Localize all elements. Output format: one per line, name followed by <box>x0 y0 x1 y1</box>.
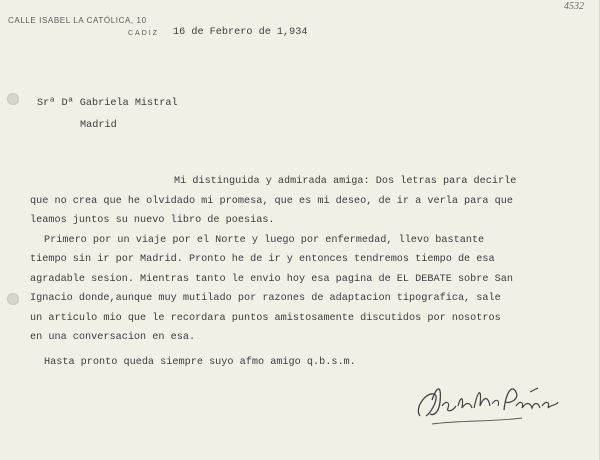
body-line-5: tiempo sin ir por Madrid. Pronto he de ir y entonces tendremos tiempo de esa <box>30 254 495 265</box>
body-line-9: en una conversacion en esa. <box>30 332 196 343</box>
body-line-8: un articulo mio que le recordara puntos amistosamente discutidos por nosotros <box>30 313 501 324</box>
closing-line: Hasta pronto queda siempre suyo afmo amigo q.b.s.m. <box>44 357 356 368</box>
body-line-6: agradable sesion. Mientras tanto le envio hoy esa pagina de EL DEBATE sobre San <box>30 274 513 285</box>
body-line-1: Mi distinguida y admirada amiga: Dos letras para decirle <box>174 176 517 187</box>
letterhead-city: CADIZ <box>128 30 159 37</box>
recipient-name: Srª Dª Gabriela Mistral <box>37 98 178 109</box>
letterhead-address: CALLE ISABEL LA CATÓLICA, 10 <box>8 16 147 25</box>
handwritten-signature <box>412 372 562 432</box>
punch-hole-top <box>7 93 19 105</box>
body-line-7: Ignacio donde,aunque muy mutilado por razones de adaptacion tipografica, sale <box>30 293 501 304</box>
punch-hole-bottom <box>7 293 19 305</box>
body-line-3: leamos juntos su nuevo libro de poesias. <box>30 215 275 226</box>
body-line-4: Primero por un viaje por el Norte y luego por enfermedad, llevo bastante <box>44 235 485 246</box>
recipient-place: Madrid <box>80 120 117 131</box>
letter-date: 16 de Febrero de 1,934 <box>173 27 308 38</box>
archive-number: 4532 <box>564 1 584 12</box>
body-line-2: que no crea que he olvidado mi promesa, que es mi deseo, de ir a verla para que <box>30 196 513 207</box>
